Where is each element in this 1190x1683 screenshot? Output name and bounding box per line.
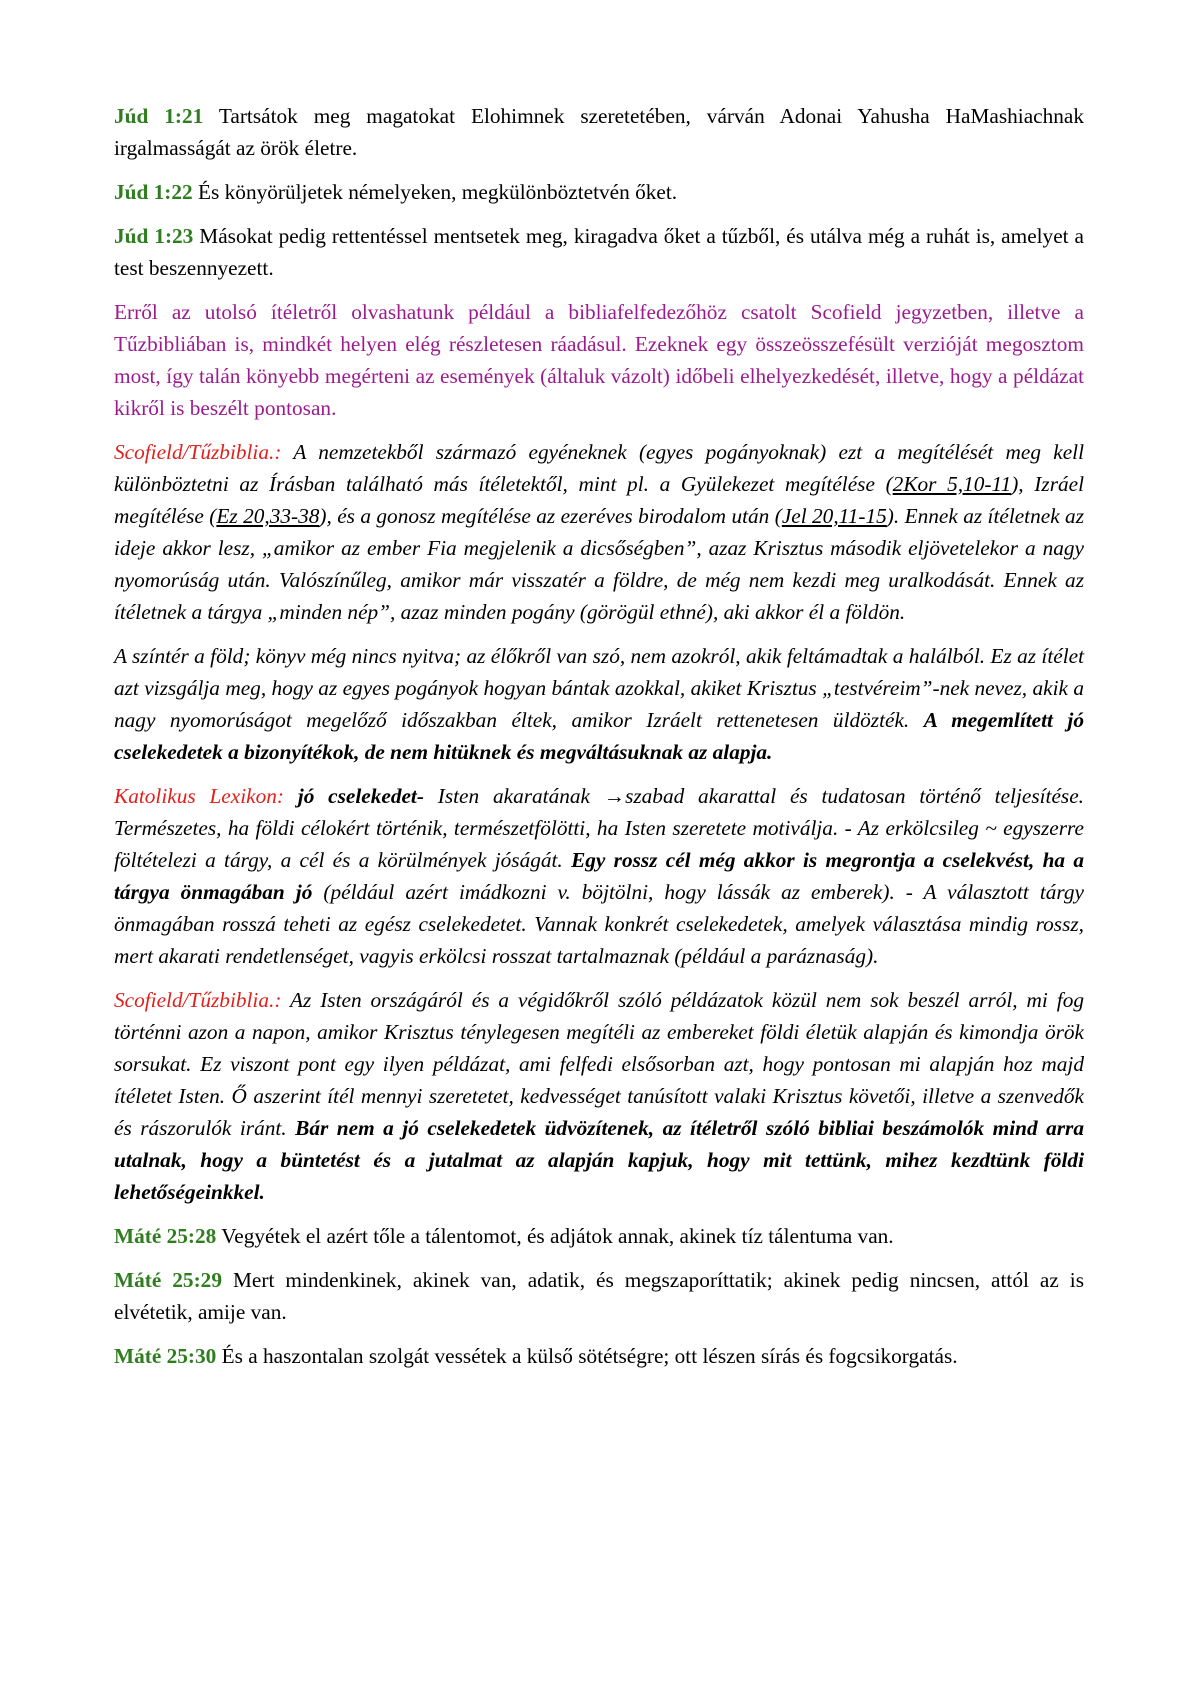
verse-text: Másokat pedig rettentéssel mentsetek meg, kiragadva őket a tűzből, és utálva még a ruhát is, amelyet a test beszennyezett. — [114, 224, 1084, 280]
paragraph-text: Az Isten országáról és a végidőkről szóló példázatok közül nem sok beszél arról, mi fog történni azon a napon, amikor Krisztus ténylegesen megítéli az embereket földi életük alapján és kimondja örök sorsukat. Ez viszont pont egy ilyen példázat, ami felfedi elsősorban azt, hogy pontosan mi alapján hoz majd ítéletet Isten. Ő aszerint ítél mennyi szeretetet, kedvességet tanúsított valaki Krisztus követői, illetve a szenvedők és rászorulók iránt. — [114, 988, 1084, 1140]
bible-link-2kor[interactable]: 2Kor 5,10-11 — [892, 472, 1012, 496]
verse-ref: Júd 1:23 — [114, 224, 194, 248]
verse-text: Mert mindenkinek, akinek van, adatik, és megszaporíttatik; akinek pedig nincsen, attól az is elvétetik, amije van. — [114, 1268, 1085, 1324]
paragraph-text: A színtér a föld; könyv még nincs nyitva; az élőkről van szó, nem azokról, akik feltámadtak a halálból. Ez az ítélet azt vizsgálja meg, hogy az egyes pogányok hogyan bántak azokkal, akiket Krisztus „testvéreim”-nek nevez, akik a nagy nyomorúságot megelőző időszakban éltek, amikor Izráelt rettenetesen üldözték. — [114, 644, 1084, 732]
verse-jud-1-22 — [114, 176, 1084, 208]
verse-text: És könyörüljetek némelyeken, megkülönböztetvén őket. — [198, 180, 678, 204]
source-label: Scofield/Tűzbiblia.: — [114, 440, 282, 464]
verse-text: Vegyétek el azért tőle a tálentomot, és adjátok annak, akinek tíz tálentuma van. — [221, 1224, 894, 1248]
verse-ref: Máté 25:30 — [114, 1344, 217, 1368]
verse-text: És a haszontalan szolgát vessétek a külső sötétségre; ott lészen sírás és fogcsikorgatás. — [221, 1344, 958, 1368]
verse-ref: Júd 1:22 — [114, 180, 193, 204]
document-page — [114, 100, 1084, 1384]
verse-jud-1-21 — [114, 100, 1084, 164]
verse-mate-25-29 — [114, 1264, 1084, 1328]
bible-link-ez[interactable]: Ez 20,33-38 — [216, 504, 320, 528]
verse-mate-25-30 — [114, 1340, 1084, 1372]
verse-mate-25-28 — [114, 1220, 1084, 1252]
source-label: Katolikus Lexikon: — [114, 784, 284, 808]
katolikus-paragraph — [114, 780, 1084, 972]
paragraph-text: ). Ennek az ítéletnek az ideje akkor lesz, „amikor az ember Fia megjelenik a dicsőségben”, azaz Krisztus második eljövetelekor a nagy nyomorúság után. Valószínűleg, amikor már visszatér a földre, de még nem kezdi meg uralkodását. Ennek az ítéletnek a tárgya „minden nép”, azaz minden pogány (görögül ethné), aki akkor él a földön. — [114, 504, 1084, 624]
paragraph-text: Isten akaratának →szabad akarattal és tudatosan történő teljesítése. Természetes, ha földi célokért történik, természetfölötti, ha Isten szeretete motiválja. - Az erkölcsileg ~ egyszerre föltételezi a tárgy, a cél és a körülmények jóságát. — [114, 784, 1084, 872]
emphasis-text: Bár nem a jó cselekedetek üdvözítenek, az ítéletről szóló bibliai beszámolók mind arra utalnak, hogy a büntetést és a jutalmat az alapján kapjuk, hogy mit tettünk, mihez kezdtünk földi lehetőségeinkkel. — [114, 1116, 1084, 1204]
source-label: Scofield/Tűzbiblia.: — [114, 988, 282, 1012]
emphasis-text: Egy rossz cél még akkor is megrontja a cselekvést, ha a tárgya önmagában jó — [114, 848, 1084, 904]
scofield-paragraph-1 — [114, 436, 1084, 628]
paragraph-text: ), Izráel megítélése ( — [114, 472, 1084, 528]
paragraph-text: ), és a gonosz megítélése az ezeréves birodalom után ( — [319, 504, 782, 528]
paragraph-text: A nemzetekből származó egyéneknek (egyes pogányoknak) ezt a megítélését meg kell különböztetni az Írásban található más ítéletektől, mint pl. a Gyülekezet megítélése ( — [114, 440, 1084, 496]
emphasis-text: A megemlített jó cselekedetek a bizonyítékok, de nem hitüknek és megváltásuknak az alapja. — [114, 708, 1084, 764]
term-heading: jó cselekedet- — [283, 784, 424, 808]
verse-ref: Júd 1:21 — [114, 104, 204, 128]
verse-text: Tartsátok meg magatokat Elohimnek szeretetében, várván Adonai Yahusha HaMashiachnak irgalmasságát az örök életre. — [114, 104, 1085, 160]
verse-jud-1-23 — [114, 220, 1084, 284]
verse-ref: Máté 25:28 — [114, 1224, 217, 1248]
scofield-paragraph-2 — [114, 640, 1084, 768]
intro-paragraph: Erről az utolsó ítéletről olvashatunk például a bibliafelfedezőhöz csatolt Scofield jegyzetben, illetve a Tűzbibliában is, mindkét helyen elég részletesen ráadásul. Ezeknek egy összeösszefésült verzióját megosztom most, így talán könyebb megérteni az események (általuk vázolt) időbeli elhelyezkedését, illetve, hogy a példázat kikről is beszélt pontosan. — [114, 300, 1084, 420]
paragraph-text: (például azért imádkozni v. böjtölni, hogy lássák az emberek). - A választott tárgy önmagában rosszá teheti az egész cselekedetet. Vannak konkrét cselekedetek, amelyek választása mindig rossz, mert akarati rendetlenséget, vagyis erkölcsi rosszat tartalmaznak (például a paráznaság). — [114, 880, 1084, 968]
bible-link-jel[interactable]: Jel 20,11-15 — [781, 504, 887, 528]
verse-ref: Máté 25:29 — [114, 1268, 222, 1292]
scofield-paragraph-3 — [114, 984, 1084, 1208]
